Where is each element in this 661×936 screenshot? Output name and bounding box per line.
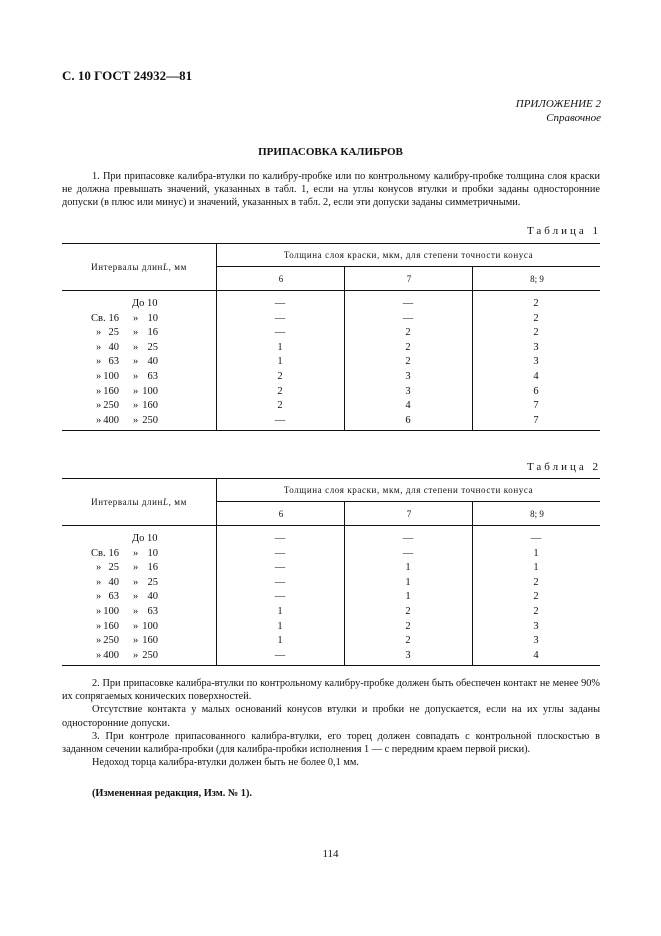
interval-prefix: » (96, 414, 102, 426)
cell-value: 2 (405, 620, 411, 632)
cell-value: — (274, 649, 286, 661)
cell-value: 3 (533, 356, 539, 368)
cell-value: 6 (405, 414, 411, 426)
cell-value: 2 (533, 298, 539, 309)
interval-to: 100 (103, 370, 119, 382)
interval-prefix: » (96, 341, 102, 353)
cell-value: 2 (405, 327, 411, 339)
cell-value: 1 (533, 562, 539, 574)
interval-from: 40 (147, 356, 158, 368)
interval-from: 250 (142, 414, 158, 426)
interval-prefix: » (96, 649, 102, 661)
interval-prefix: » (96, 356, 102, 368)
interval-separator: » (133, 385, 139, 397)
paragraph-2 (62, 677, 600, 769)
table-row (62, 312, 600, 327)
table-2-sub-header-7: 7 (344, 502, 473, 525)
cell-value: — (274, 576, 286, 588)
table-1-sub-header-7: 7 (344, 267, 473, 290)
interval-from: 63 (147, 605, 158, 617)
interval-separator: » (133, 635, 139, 647)
interval-from: 160 (142, 400, 158, 412)
interval-from: 100 (142, 385, 158, 397)
cell-value: — (274, 414, 286, 426)
row-interval-label (62, 649, 216, 664)
table-2-group-header: Толщина слоя краски, мкм, для степени точности конуса (216, 479, 600, 502)
cell-value: 4 (405, 400, 411, 412)
interval-separator: » (133, 327, 139, 339)
cell-value: — (274, 562, 286, 574)
cell-value: 1 (277, 605, 283, 617)
interval-prefix: » (96, 591, 102, 603)
interval-prefix: » (96, 327, 102, 339)
interval-prefix: » (96, 620, 102, 632)
interval-prefix: » (96, 635, 102, 647)
interval-to: 160 (103, 385, 119, 397)
interval-separator: » (133, 312, 139, 324)
interval-to: 100 (103, 605, 119, 617)
cell-value: 2 (533, 605, 539, 617)
interval-separator: » (133, 605, 139, 617)
interval-separator: » (133, 341, 139, 353)
table-row (62, 370, 600, 385)
cell-value: 6 (533, 385, 539, 397)
table-row (62, 561, 600, 576)
document-header: С. 10 ГОСТ 24932—81 (62, 68, 193, 83)
table-row (62, 355, 600, 370)
paragraph-5-text: Недоход торца калибра-втулки должен быть не более 0,1 мм. (92, 757, 359, 769)
interval-separator: » (133, 370, 139, 382)
row-interval-label (62, 399, 216, 414)
cell-value: 2 (533, 312, 539, 324)
cell-value: 1 (277, 356, 283, 368)
document-title: ПРИПАСОВКА КАЛИБРОВ (258, 146, 403, 158)
interval-to: 400 (103, 414, 119, 426)
interval-separator: » (133, 547, 139, 559)
annex-title: ПРИЛОЖЕНИЕ 2 (515, 98, 601, 110)
table-1-sub-header-6: 6 (216, 267, 345, 290)
interval-prefix: Св. (91, 547, 106, 559)
interval-from: 16 (147, 562, 158, 574)
cell-value: — (274, 591, 286, 603)
table-1-group-header: Толщина слоя краски, мкм, для степени точности конуса (216, 244, 600, 267)
interval-from: 40 (147, 591, 158, 603)
interval-from: 10 (147, 547, 158, 559)
cell-value: 4 (533, 370, 539, 382)
cell-value: 3 (405, 370, 411, 382)
cell-value: 2 (405, 356, 411, 368)
row-interval-label (62, 341, 216, 356)
cell-value: — (274, 298, 286, 309)
amendment-text: (Измененная редакция, Изм. № 1). (92, 788, 252, 799)
cell-value: 3 (533, 341, 539, 353)
interval-to: 25 (108, 562, 119, 574)
row-interval-label (62, 297, 216, 312)
table-1-caption: Таблица 1 (526, 225, 601, 237)
cell-value: 2 (533, 591, 539, 603)
cell-value: 1 (277, 620, 283, 632)
table-row (62, 634, 600, 649)
table-row (62, 605, 600, 620)
cell-value: 1 (277, 635, 283, 647)
interval-separator: » (133, 400, 139, 412)
cell-value: — (274, 327, 286, 339)
interval-to: 400 (103, 649, 119, 661)
cell-value: — (274, 312, 286, 324)
row-interval-label (62, 590, 216, 605)
table-1-header (62, 244, 600, 291)
cell-value: 2 (533, 576, 539, 588)
interval-prefix: » (96, 370, 102, 382)
table-1-sub-header-8-9: 8; 9 (472, 267, 601, 290)
table-2 (62, 478, 600, 666)
interval-separator: » (133, 414, 139, 426)
table-row (62, 649, 600, 664)
interval-separator: » (133, 576, 139, 588)
interval-from: 25 (147, 576, 158, 588)
cell-value: 2 (277, 385, 283, 397)
interval-to: 16 (108, 547, 119, 559)
cell-value: 2 (277, 370, 283, 382)
table-row (62, 547, 600, 562)
interval-from: 63 (147, 370, 158, 382)
table-row (62, 326, 600, 341)
cell-value: — (402, 533, 414, 544)
table-1-col-header: Интервалы длин L , мм (91, 262, 187, 272)
row-interval-label (62, 355, 216, 370)
interval-to: 250 (103, 400, 119, 412)
cell-value: 1 (405, 591, 411, 603)
cell-value: — (402, 312, 414, 324)
interval-prefix: » (96, 605, 102, 617)
row-interval-label (62, 547, 216, 562)
table-row (62, 576, 600, 591)
row-interval-label (62, 326, 216, 341)
cell-value: 4 (533, 649, 539, 661)
table-row (62, 385, 600, 400)
cell-value: 7 (533, 414, 539, 426)
cell-value: 1 (405, 562, 411, 574)
cell-value: 3 (405, 649, 411, 661)
cell-value: 3 (533, 635, 539, 647)
cell-value: 2 (277, 400, 283, 412)
interval-from: 160 (142, 635, 158, 647)
amendment-note (62, 787, 600, 800)
row-interval-label (62, 312, 216, 327)
paragraph-3-text: Отсутствие контакта у малых оснований конусов втулки и пробки не допускается, если на их углы заданы односторонние допуски. (62, 704, 600, 729)
row-interval-label (62, 414, 216, 429)
paragraph-1-text: 1. При припасовке калибра-втулки по калибру-пробке или по контрольному калибру-пробке толщина слоя краски не должна превышать значений, указанных в табл. 1, если на углы конусов втулки и пробки заданы односторонние допуски (в плюс или минус) и значений, указанных в табл. 2, если эти допуски заданы симметричными. (62, 171, 600, 209)
interval-text: До 10 (132, 533, 158, 544)
interval-prefix: » (96, 576, 102, 588)
interval-to: 40 (108, 576, 119, 588)
table-2-body (62, 526, 600, 665)
interval-text: До 10 (132, 298, 158, 309)
cell-value: 7 (533, 400, 539, 412)
cell-value: 1 (533, 547, 539, 559)
table-row (62, 532, 600, 547)
interval-to: 40 (108, 341, 119, 353)
table-row (62, 341, 600, 356)
cell-value: — (530, 533, 542, 544)
cell-value: 1 (277, 341, 283, 353)
cell-value: — (402, 547, 414, 559)
interval-separator: » (133, 562, 139, 574)
table-2-sub-header-8-9: 8; 9 (472, 502, 601, 525)
page-number: 114 (322, 848, 339, 860)
interval-prefix: » (96, 400, 102, 412)
interval-from: 25 (147, 341, 158, 353)
interval-to: 160 (103, 620, 119, 632)
row-interval-label (62, 561, 216, 576)
interval-prefix: » (96, 562, 102, 574)
cell-value: 2 (405, 605, 411, 617)
table-2-header (62, 479, 600, 526)
interval-separator: » (133, 356, 139, 368)
cell-value: — (274, 533, 286, 544)
paragraph-1 (62, 170, 600, 210)
cell-value: — (274, 547, 286, 559)
cell-value: 2 (533, 327, 539, 339)
table-row (62, 399, 600, 414)
row-interval-label (62, 605, 216, 620)
cell-value: 3 (533, 620, 539, 632)
interval-from: 250 (142, 649, 158, 661)
row-interval-label (62, 620, 216, 635)
interval-to: 63 (108, 356, 119, 368)
interval-to: 250 (103, 635, 119, 647)
table-1 (62, 243, 600, 431)
table-row (62, 590, 600, 605)
row-interval-label (62, 576, 216, 591)
cell-value: 2 (405, 635, 411, 647)
table-1-body (62, 291, 600, 430)
cell-value: 1 (405, 576, 411, 588)
row-interval-label (62, 370, 216, 385)
interval-from: 100 (142, 620, 158, 632)
interval-separator: » (133, 591, 139, 603)
interval-to: 63 (108, 591, 119, 603)
table-row (62, 414, 600, 429)
interval-to: 16 (108, 312, 119, 324)
interval-prefix: » (96, 385, 102, 397)
annex-subtitle: Справочное (546, 112, 601, 124)
row-interval-label (62, 532, 216, 547)
cell-value: — (402, 298, 414, 309)
cell-value: 2 (405, 341, 411, 353)
cell-value: 3 (405, 385, 411, 397)
interval-from: 16 (147, 327, 158, 339)
table-row (62, 297, 600, 312)
interval-separator: » (133, 620, 139, 632)
row-interval-label (62, 385, 216, 400)
row-interval-label (62, 634, 216, 649)
interval-to: 25 (108, 327, 119, 339)
interval-from: 10 (147, 312, 158, 324)
paragraph-2-text: 2. При припасовке калибра-втулки по контрольному калибру-пробке должен быть обеспечен контакт не менее 90% их сопрягаемых конических поверхностей. (62, 678, 600, 703)
interval-prefix: Св. (91, 312, 106, 324)
interval-separator: » (133, 649, 139, 661)
paragraph-4-text: 3. При контроле припасованного калибра-втулки, его торец должен совпадать с контрольной плоскостью в заданном сечении калибра-пробки (для калибра-пробки исполнения 1 — с передним краем первой риски). (62, 730, 600, 756)
table-row (62, 620, 600, 635)
table-2-sub-header-6: 6 (216, 502, 345, 525)
table-2-caption: Таблица 2 (526, 461, 601, 473)
annex-label (516, 97, 601, 125)
table-2-col-header: Интервалы длин L , мм (91, 497, 187, 507)
